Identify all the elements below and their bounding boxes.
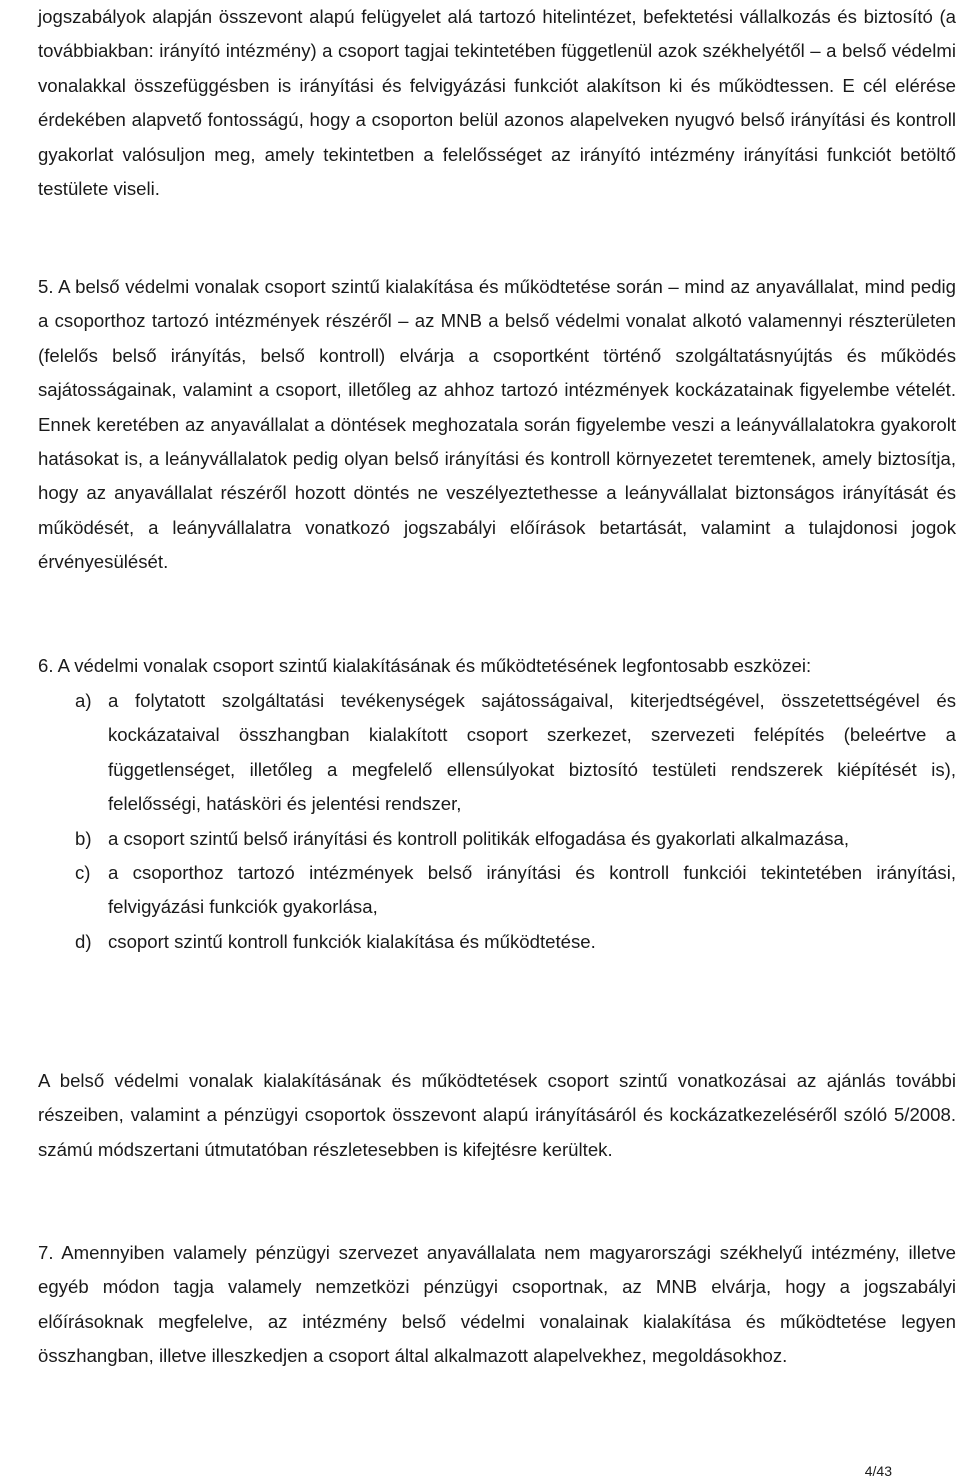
list-text-d: csoport szintű kontroll funkciók kialakítása és működtetése. xyxy=(108,930,596,952)
section-6-list xyxy=(75,684,956,959)
list-item-b xyxy=(75,822,956,856)
list-text-b: a csoport szintű belső irányítási és kontroll politikák elfogadása és gyakorlati alkalmazása, xyxy=(108,827,850,849)
intro-paragraph: jogszabályok alapján összevont alapú felügyelet alá tartozó hitelintézet, befektetési vállalkozás és biztosító (a továbbiakban: irányító intézmény) a csoport tagjai tekintetében függetlenül azok székhelyétől – a belső védelmi vonalakkal összefüggésben is irányítási és felvigyázási funkciót alakítson ki és működtessen. E cél elérése érdekében alapvető fontosságú, hogy a csoporton belül azonos alapelveken nyugvó belső irányítási és kontroll gyakorlat valósuljon meg, amely tekintetben a felelősséget az irányító intézmény irányítási funkciót betöltő testülete viseli. xyxy=(38,6,956,200)
page-number: 4/43 xyxy=(864,1463,892,1479)
section-6-text: A védelmi vonalak csoport szintű kialakításának és működtetésének legfontosabb eszközei: xyxy=(57,655,812,676)
list-marker-c: c) xyxy=(75,862,91,884)
list-marker-a: a) xyxy=(75,690,92,711)
list-text-c: a csoporthoz tartozó intézmények belső irányítási és kontroll funkciói tekintetében irányítási, felvigyázási funkciók gyakorlása, xyxy=(108,862,956,918)
list-item-a xyxy=(75,684,956,822)
list-marker-b: b) xyxy=(75,827,92,849)
section-7-text: Amennyiben valamely pénzügyi szervezet anyavállalata nem magyarországi székhelyű intézmény, illetve egyéb módon tagja valamely nemzetközi pénzügyi csoportnak, az MNB elvárja, hogy a jogszabályi előírásoknak megfelelve, az intézmény belső védelmi vonalainak kialakítása és működtetése legyen összhangban, illetve illeszkedjen a csoport által alkalmazott alapelvekhez, megoldásokhoz. xyxy=(38,1242,957,1367)
section-7-paragraph xyxy=(38,1236,956,1374)
list-item-c xyxy=(75,856,956,925)
section-5 xyxy=(38,270,956,580)
section-6-intro xyxy=(38,649,956,683)
section-5-text: A belső védelmi vonalak csoport szintű kialakítása és működtetése során – mind az anyavállalat, mind pedig a csoporthoz tartozó intézmények részéről – az MNB a belső védelmi vonalat alkotó valamennyi részterületen (felelős belső irányítás, belső kontroll) elvárja a csoportként történő szolgáltatásnyújtás és működés sajátosságainak, valamint a csoport, illetőleg az ahhoz tartozó intézmények kockázatainak figyelembe vételét. Ennek keretében az anyavállalat a döntések meghozatala során figyelembe veszi a leányvállalatokra gyakorolt hatásokat is, a leányvállalatok pedig olyan belső irányítási és kontroll környezetet teremtenek, amely biztosítja, hogy az anyavállalat részéről hozott döntés ne veszélyeztethesse a leányvállalat biztonságos irányítását és működését, a leányvállalatra vonatkozó jogszabályi előírások betartását, valamint a tulajdonosi jogok érvényesülését. xyxy=(38,276,957,573)
section-6-closing-block xyxy=(38,1064,956,1167)
section-5-number: 5. xyxy=(38,276,54,297)
list-text-a: a folytatott szolgáltatási tevékenységek sajátosságaival, kiterjedtségével, összetettségével és kockázataival összhangban kialakított csoport szerkezet, szervezeti felépítés (beleértve a függetlenséget, illetőleg a megfelelő ellensúlyokat biztosító testületi rendszerek kiépítését is), felelősségi, hatásköri és jelentési rendszer, xyxy=(108,690,956,815)
list-marker-d: d) xyxy=(75,930,92,952)
section-6-closing: A belső védelmi vonalak kialakításának és működtetések csoport szintű vonatkozásai az ajánlás további részeiben, valamint a pénzügyi csoportok összevont alapú irányításáról és kockázatkezeléséről szóló 5/2008. számú módszertani útmutatóban részletesebben is kifejtésre kerültek. xyxy=(38,1070,956,1160)
section-7-number: 7. xyxy=(38,1242,54,1263)
section-5-paragraph xyxy=(38,270,956,580)
list-item-d xyxy=(75,925,956,959)
section-6 xyxy=(38,649,956,683)
intro-paragraph-block xyxy=(38,0,956,206)
section-6-number: 6. xyxy=(38,655,54,676)
section-7 xyxy=(38,1236,956,1374)
